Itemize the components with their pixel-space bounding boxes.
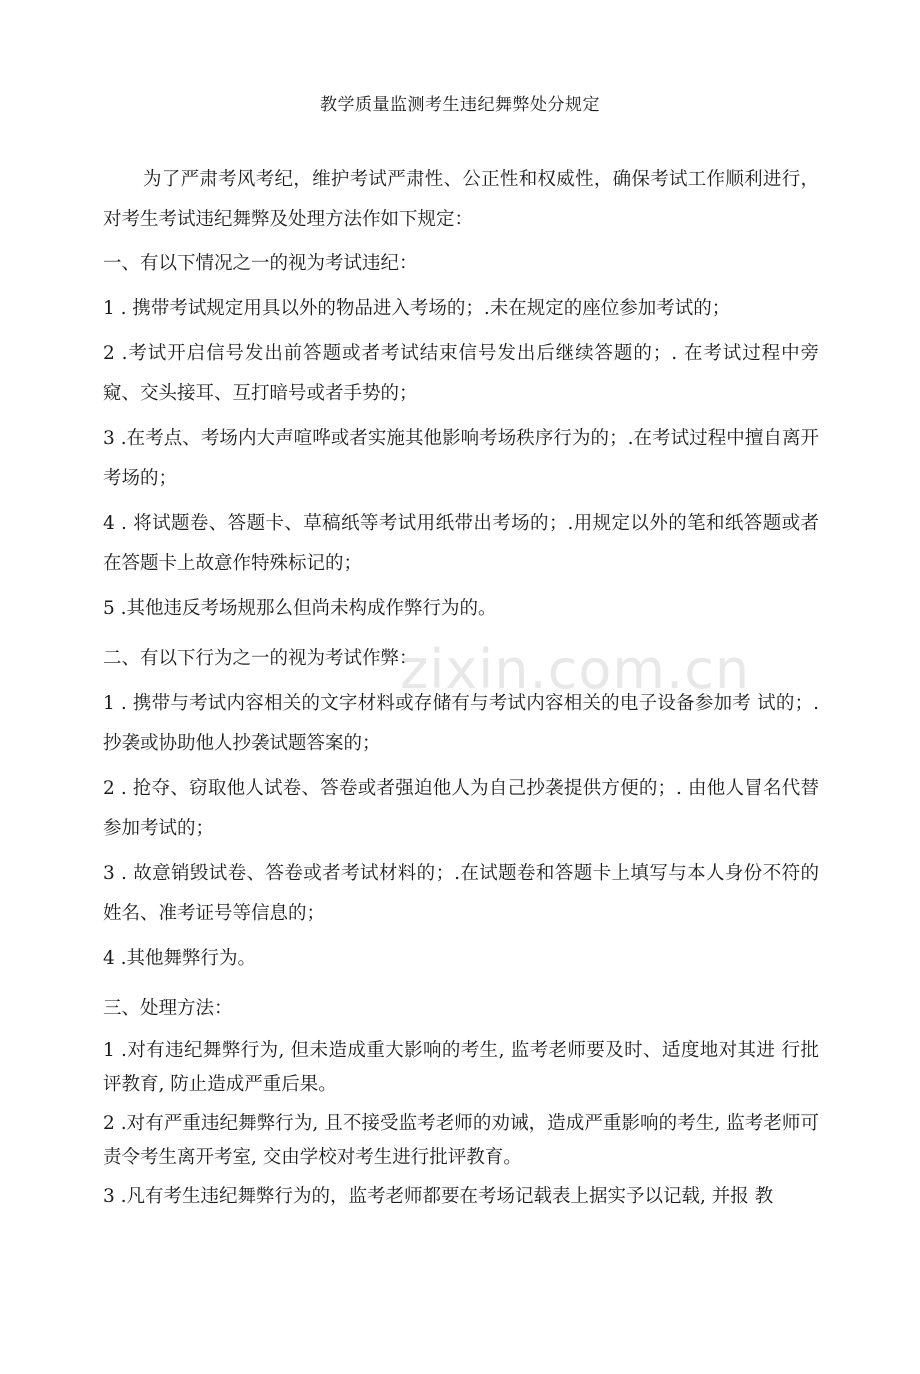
section2-item-2: 2 . 抢夺、窃取他人试卷、答卷或者强迫他人为自己抄袭提供方便的；. 由他人冒名代替参加考试的； bbox=[103, 778, 819, 839]
section2-item-1: 1 . 携带与考试内容相关的文字材料或存储有与考试内容相关的电子设备参加考 试的；.抄袭或协助他人抄袭试题答案的； bbox=[103, 693, 819, 754]
section1-heading: 一、有以下情况之一的视为考试违纪： bbox=[103, 253, 418, 274]
section3-item-2: 2 .对有严重违纪舞弊行为, 且不接受监考老师的劝诫，造成严重影响的考生, 监考老师可责令考生离开考室, 交由学校对考生进行批评教育。 bbox=[103, 1113, 819, 1168]
intro-paragraph: 为了严肃考风考纪，维护考试严肃性、公正性和权威性，确保考试工作顺利进行，对考生考试违纪舞弊及处理方法作如下规定： bbox=[103, 169, 819, 230]
section3-item-3: 3 .凡有考生违纪舞弊行为的，监考老师都要在考场记载表上据实予以记载, 并报 教 bbox=[103, 1186, 774, 1207]
section2-heading: 二、有以下行为之一的视为考试作弊： bbox=[103, 648, 418, 669]
section1-item-4: 4 . 将试题卷、答题卡、草稿纸等考试用纸带出考场的；.用规定以外的笔和纸答题或者在答题卡上故意作特殊标记的； bbox=[103, 513, 819, 574]
section3-heading: 三、处理方法： bbox=[103, 998, 233, 1019]
section1-item-5: 5 .其他违反考场规那么但尚未构成作弊行为的。 bbox=[103, 598, 497, 619]
section1-item-1: 1 . 携带考试规定用具以外的物品进入考场的；.未在规定的座位参加考试的； bbox=[103, 298, 731, 319]
watermark: zixin.com.cn bbox=[400, 638, 751, 701]
section1-item-2: 2 .考试开启信号发出前答题或者考试结束信号发出后继续答题的；. 在考试过程中旁窥、交头接耳、互打暗号或者手势的； bbox=[103, 343, 819, 404]
section2-item-4: 4 .其他舞弊行为。 bbox=[103, 948, 257, 969]
document-body bbox=[103, 160, 819, 1219]
section2-item-3: 3 . 故意销毁试卷、答卷或者考试材料的；.在试题卷和答题卡上填写与本人身份不符的姓名、准考证号等信息的； bbox=[103, 863, 819, 924]
section1-item-3: 3 .在考点、考场内大声喧哗或者实施其他影响考场秩序行为的；.在考试过程中擅自离开考场的； bbox=[103, 428, 819, 489]
section3-item-1: 1 .对有违纪舞弊行为, 但未造成重大影响的考生, 监考老师要及时、适度地对其进 行批评教育, 防止造成严重后果。 bbox=[103, 1040, 819, 1095]
document-title: 教学质量监测考生违纪舞弊处分规定 bbox=[320, 95, 600, 115]
